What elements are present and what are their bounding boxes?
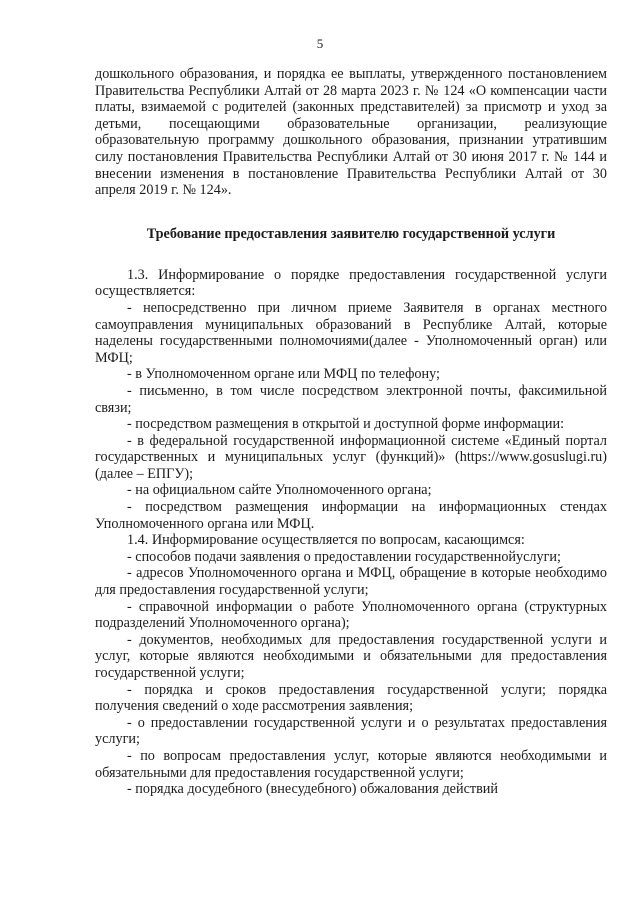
page-number: 5: [316, 36, 324, 51]
paragraph: - в федеральной государственной информационной системе «Единый портал государственных и муниципальных услуг (функций)» (https://www.gosuslugi.ru) (далее – ЕПГУ);: [95, 432, 607, 482]
document-body: [95, 66, 607, 798]
paragraph: 1.4. Информирование осуществляется по вопросам, касающимся:: [127, 532, 525, 549]
intro-paragraph: дошкольного образования, и порядка ее выплаты, утвержденного постановлением Правительства Республики Алтай от 28 марта 2023 г. № 124 «О компенсации части платы, взимаемой с родителей (законных представителей) за присмотр и уход за детьми, посещающими образовательные организации, реализующие образовательную программу дошкольного образования, признании утратившим силу постановления Правительства Республики Алтай от 30 июня 2017 г. № 144 и внесении изменения в постановление Правительства Республики Алтай от 30 апреля 2019 г. № 124».: [95, 66, 607, 199]
paragraph: - справочной информации о работе Уполномоченного органа (структурных подразделений Уполномоченного органа);: [95, 598, 607, 632]
paragraph: 1.3. Информирование о порядке предоставления государственной услуги осуществляется:: [95, 266, 607, 300]
paragraph: - посредством размещения в открытой и доступной форме информации:: [127, 416, 565, 433]
paragraph: - письменно, в том числе посредством электронной почты, факсимильной связи;: [95, 382, 607, 416]
paragraph: - адресов Уполномоченного органа и МФЦ, обращение в которые необходимо для предоставления государственной услуги;: [95, 565, 607, 599]
paragraph: - о предоставлении государственной услуги и о результатах предоставления услуги;: [95, 714, 607, 748]
paragraph: - документов, необходимых для предоставления государственной услуги и услуг, которые являются необходимыми и обязательными для предоставления государственной услуги;: [95, 631, 607, 681]
paragraph: - порядка и сроков предоставления государственной услуги; порядка получения сведений о ходе рассмотрения заявления;: [95, 681, 607, 715]
paragraph: - в Уполномоченном органе или МФЦ по телефону;: [127, 366, 440, 383]
section-heading: Требование предоставления заявителю государственной услуги: [146, 225, 556, 242]
paragraph: - посредством размещения информации на информационных стендах Уполномоченного органа или МФЦ.: [95, 499, 607, 532]
paragraph: - способов подачи заявления о предоставлении государственнойуслуги;: [127, 548, 561, 565]
paragraph: - непосредственно при личном приеме Заявителя в органах местного самоуправления муниципальных образований в Республике Алтай, которые наделены государственными полномочиями(далее - Уполномоченный орган) или МФЦ;: [95, 299, 607, 366]
paragraph: - по вопросам предоставления услуг, которые являются необходимыми и обязательными для предоставления государственной услуги;: [95, 747, 607, 781]
paragraph: - на официальном сайте Уполномоченного органа;: [127, 482, 432, 499]
paragraph: - порядка досудебного (внесудебного) обжалования действий: [127, 781, 498, 798]
